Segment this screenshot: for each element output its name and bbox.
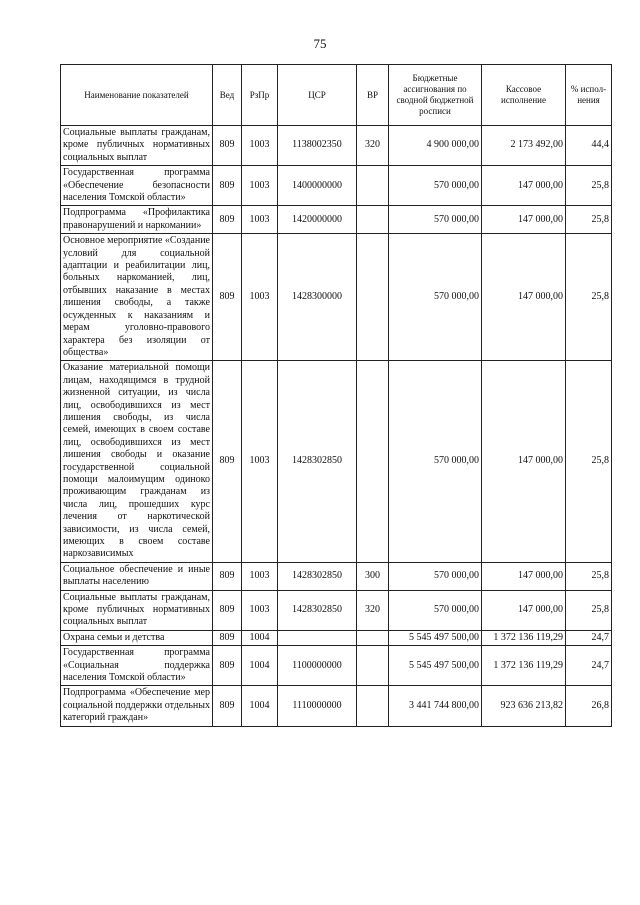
row-percent: 25,8: [566, 590, 612, 630]
table-header-row: [61, 65, 612, 126]
row-cash: 147 000,00: [482, 234, 566, 361]
row-csr: 1138002350: [278, 126, 357, 166]
table-row: [61, 206, 612, 234]
row-ved: 809: [213, 234, 242, 361]
row-csr: [278, 630, 357, 645]
row-csr: 1428302850: [278, 361, 357, 563]
row-vr: 320: [357, 590, 389, 630]
row-budget: 570 000,00: [389, 166, 482, 206]
row-rzpr: 1003: [242, 590, 278, 630]
row-percent: 26,8: [566, 686, 612, 726]
row-percent: 44,4: [566, 126, 612, 166]
row-budget: 570 000,00: [389, 361, 482, 563]
row-cash: 147 000,00: [482, 562, 566, 590]
row-percent: 24,7: [566, 646, 612, 686]
row-budget: 3 441 744 800,00: [389, 686, 482, 726]
row-budget: 570 000,00: [389, 590, 482, 630]
header-csr: ЦСР: [278, 65, 357, 126]
row-rzpr: 1003: [242, 234, 278, 361]
header-budget: Бюджетные ассигнования по сводной бюджетной росписи: [389, 65, 482, 126]
row-budget: 5 545 497 500,00: [389, 646, 482, 686]
table-row: [61, 166, 612, 206]
row-percent: 25,8: [566, 234, 612, 361]
row-rzpr: 1003: [242, 166, 278, 206]
row-name: Государственная программа «Обеспечение безопасности населения Томской области»: [61, 166, 213, 206]
table-row: [61, 630, 612, 645]
row-vr: [357, 206, 389, 234]
row-cash: 147 000,00: [482, 206, 566, 234]
row-ved: 809: [213, 166, 242, 206]
row-cash: 1 372 136 119,29: [482, 630, 566, 645]
row-vr: [357, 166, 389, 206]
row-name: Основное мероприятие «Создание условий для социальной адаптации и реабилитации лиц, больных наркоманией, лиц, отбывших наказание в местах лишения свободы, а также осужденных к наказаниям и мерам уголовно-правового характера без изоляции от общества»: [61, 234, 213, 361]
row-csr: 1100000000: [278, 646, 357, 686]
row-csr: 1428302850: [278, 562, 357, 590]
row-rzpr: 1003: [242, 562, 278, 590]
row-vr: [357, 234, 389, 361]
row-ved: 809: [213, 646, 242, 686]
row-percent: 25,8: [566, 206, 612, 234]
row-budget: 4 900 000,00: [389, 126, 482, 166]
row-ved: 809: [213, 630, 242, 645]
row-cash: 147 000,00: [482, 590, 566, 630]
row-vr: 320: [357, 126, 389, 166]
row-name: Оказание материальной помощи лицам, находящимся в трудной жизненной ситуации, из числа лиц, освободившихся из мест лишения свободы, из числа семей, имеющих в своем составе лиц, освободившихся из мест лишения свободы и оказание государственной социальной помощи малоимущим одиноко проживающим гражданам из числа лиц, прошедших курс лечения от наркотической зависимости, из числа семей, имеющих в своем составе наркозависимых: [61, 361, 213, 563]
row-vr: [357, 361, 389, 563]
row-name: Подпрограмма «Профилактика правонарушений и наркомании»: [61, 206, 213, 234]
header-cash: Кассовое исполнение: [482, 65, 566, 126]
row-vr: [357, 630, 389, 645]
budget-execution-table: [60, 64, 612, 727]
row-percent: 25,8: [566, 562, 612, 590]
row-budget: 5 545 497 500,00: [389, 630, 482, 645]
row-csr: 1420000000: [278, 206, 357, 234]
row-cash: 1 372 136 119,29: [482, 646, 566, 686]
table-row: [61, 126, 612, 166]
row-percent: 25,8: [566, 361, 612, 563]
row-cash: 147 000,00: [482, 166, 566, 206]
table-row: [61, 234, 612, 361]
table-row: [61, 646, 612, 686]
table-row: [61, 686, 612, 726]
table-row: [61, 361, 612, 563]
row-csr: 1428302850: [278, 590, 357, 630]
row-name: Социальные выплаты гражданам, кроме публичных нормативных социальных выплат: [61, 590, 213, 630]
header-vr: ВР: [357, 65, 389, 126]
row-vr: 300: [357, 562, 389, 590]
row-cash: 923 636 213,82: [482, 686, 566, 726]
row-cash: 2 173 492,00: [482, 126, 566, 166]
row-name: Подпрограмма «Обеспечение мер социальной поддержки отдельных категорий граждан»: [61, 686, 213, 726]
row-ved: 809: [213, 590, 242, 630]
table-row: [61, 562, 612, 590]
header-ved: Вед: [213, 65, 242, 126]
row-budget: 570 000,00: [389, 234, 482, 361]
row-ved: 809: [213, 206, 242, 234]
header-name: Наименование показателей: [61, 65, 213, 126]
row-rzpr: 1004: [242, 646, 278, 686]
row-budget: 570 000,00: [389, 562, 482, 590]
row-name: Охрана семьи и детства: [61, 630, 213, 645]
row-rzpr: 1003: [242, 361, 278, 563]
row-name: Государственная программа «Социальная поддержка населения Томской области»: [61, 646, 213, 686]
row-ved: 809: [213, 361, 242, 563]
row-name: Социальные выплаты гражданам, кроме публичных нормативных социальных выплат: [61, 126, 213, 166]
row-rzpr: 1003: [242, 206, 278, 234]
row-csr: 1110000000: [278, 686, 357, 726]
row-ved: 809: [213, 126, 242, 166]
row-rzpr: 1004: [242, 630, 278, 645]
page-number: 75: [313, 36, 327, 51]
row-vr: [357, 646, 389, 686]
row-percent: 25,8: [566, 166, 612, 206]
row-vr: [357, 686, 389, 726]
row-ved: 809: [213, 686, 242, 726]
header-percent: % испол-нения: [566, 65, 612, 126]
table-row: [61, 590, 612, 630]
row-percent: 24,7: [566, 630, 612, 645]
row-csr: 1400000000: [278, 166, 357, 206]
row-rzpr: 1004: [242, 686, 278, 726]
row-cash: 147 000,00: [482, 361, 566, 563]
row-rzpr: 1003: [242, 126, 278, 166]
row-name: Социальное обеспечение и иные выплаты населению: [61, 562, 213, 590]
row-budget: 570 000,00: [389, 206, 482, 234]
row-csr: 1428300000: [278, 234, 357, 361]
row-ved: 809: [213, 562, 242, 590]
header-rzpr: РзПр: [242, 65, 278, 126]
